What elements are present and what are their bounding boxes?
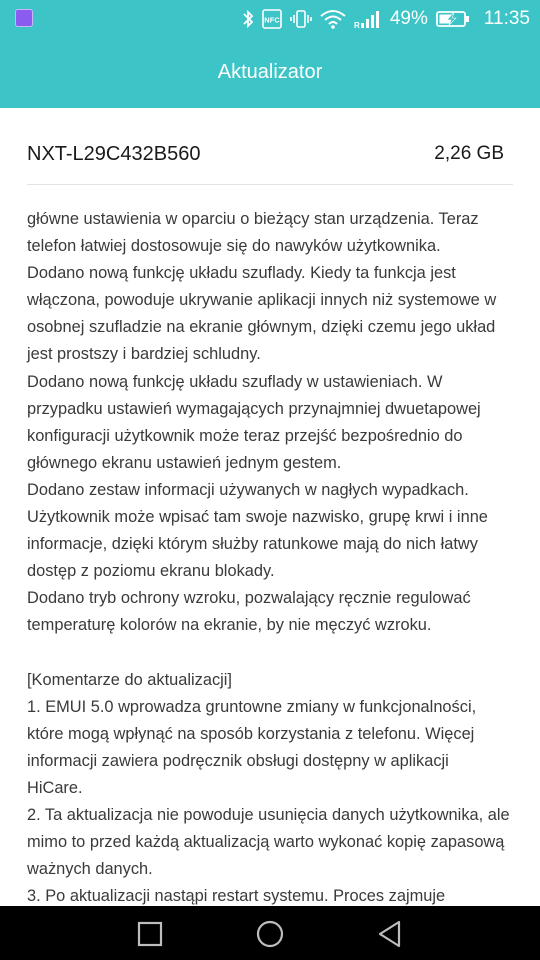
clock: 11:35	[483, 8, 530, 29]
status-left	[15, 9, 33, 27]
wifi-icon	[320, 9, 346, 29]
svg-text:R: R	[353, 21, 360, 29]
notes-line: 3. Po aktualizacji nastąpi restart systemu. Proces zajmuje	[27, 887, 446, 906]
navigation-bar	[0, 906, 540, 960]
page-title: Aktualizator	[217, 61, 323, 83]
notes-line: Dodano nową funkcję układu szuflady. Kiedy ta funkcja jest	[27, 264, 456, 283]
build-number: NXT-L29C432B560	[27, 143, 201, 165]
app-notification-icon	[15, 9, 33, 27]
notes-line: jest prostszy i bardziej schludny.	[27, 345, 261, 364]
notes-line: Użytkownik może wpisać tam swoje nazwisko, grupę krwi i inne	[27, 508, 488, 527]
status-icons	[242, 7, 530, 31]
notes-line: główne ustawienia w oparciu o bieżący stan urządzenia. Teraz	[27, 210, 479, 228]
home-button[interactable]	[255, 919, 285, 949]
circle-icon	[255, 919, 285, 949]
update-details[interactable]	[0, 108, 540, 906]
notes-line: Dodano nową funkcję układu szuflady w ustawieniach. W	[27, 372, 443, 391]
notes-line: włączona, powoduje ukrywanie aplikacji innych niż systemowe w	[27, 291, 497, 310]
vibrate-icon	[290, 9, 312, 29]
notes-line: Dodano tryb ochrony wzroku, pozwalający ręcznie regulować	[27, 589, 471, 608]
notes-line: 1. EMUI 5.0 wprowadza gruntowne zmiany w funkcjonalności,	[27, 697, 477, 716]
square-icon	[135, 919, 165, 949]
notes-line: informacji zawiera podręcznik obsługi dostępny w aplikacji	[27, 751, 449, 770]
notes-line: ważnych danych.	[27, 860, 153, 879]
back-button[interactable]	[375, 919, 405, 949]
battery-percent: 49%	[389, 8, 428, 29]
update-size: 2,26 GB	[434, 143, 504, 164]
release-notes	[27, 206, 517, 906]
notes-line: dostęp z poziomu ekranu blokady.	[27, 562, 275, 581]
bluetooth-icon	[242, 9, 254, 29]
svg-text:NFC: NFC	[264, 15, 280, 25]
notes-line: które mogą wpłynąć na sposób korzystania z telefonu. Więcej	[27, 724, 475, 743]
divider	[27, 184, 513, 185]
battery-charging-icon	[436, 9, 470, 29]
notes-line: informacje, dzięki którym służby ratunkowe mają do nich łatwy	[27, 535, 478, 554]
notes-line: mimo to przed każdą aktualizacją warto wykonać kopię zapasową	[27, 833, 505, 852]
status-bar	[0, 0, 540, 38]
notes-line: osobnej szufladzie na ekranie głównym, dzięki czemu jego układ	[27, 318, 496, 337]
app-header	[0, 0, 540, 108]
notes-line: [Komentarze do aktualizacji]	[27, 670, 232, 689]
notes-line: Dodano zestaw informacji używanych w nagłych wypadkach.	[27, 480, 469, 499]
notes-line: konfiguracji użytkownik może teraz przejść bezpośrednio do	[27, 426, 463, 445]
nfc-icon	[262, 9, 282, 29]
back-triangle-icon	[375, 919, 405, 949]
notes-line: przypadku ustawień wymagających przynajmniej dwuetapowej	[27, 399, 481, 418]
signal-icon	[354, 9, 382, 29]
notes-spacer	[27, 640, 517, 667]
notes-line: temperaturę kolorów na ekranie, by nie męczyć wzroku.	[27, 616, 432, 635]
notes-line: telefon łatwiej dostosowuje się do nawyków użytkownika.	[27, 237, 441, 256]
notes-line: HiCare.	[27, 778, 83, 797]
recents-button[interactable]	[135, 919, 165, 949]
notes-line: 2. Ta aktualizacja nie powoduje usunięcia danych użytkownika, ale	[27, 806, 510, 825]
update-info-row	[27, 141, 513, 171]
notes-line: głównego ekranu ustawień jednym gestem.	[27, 453, 342, 472]
